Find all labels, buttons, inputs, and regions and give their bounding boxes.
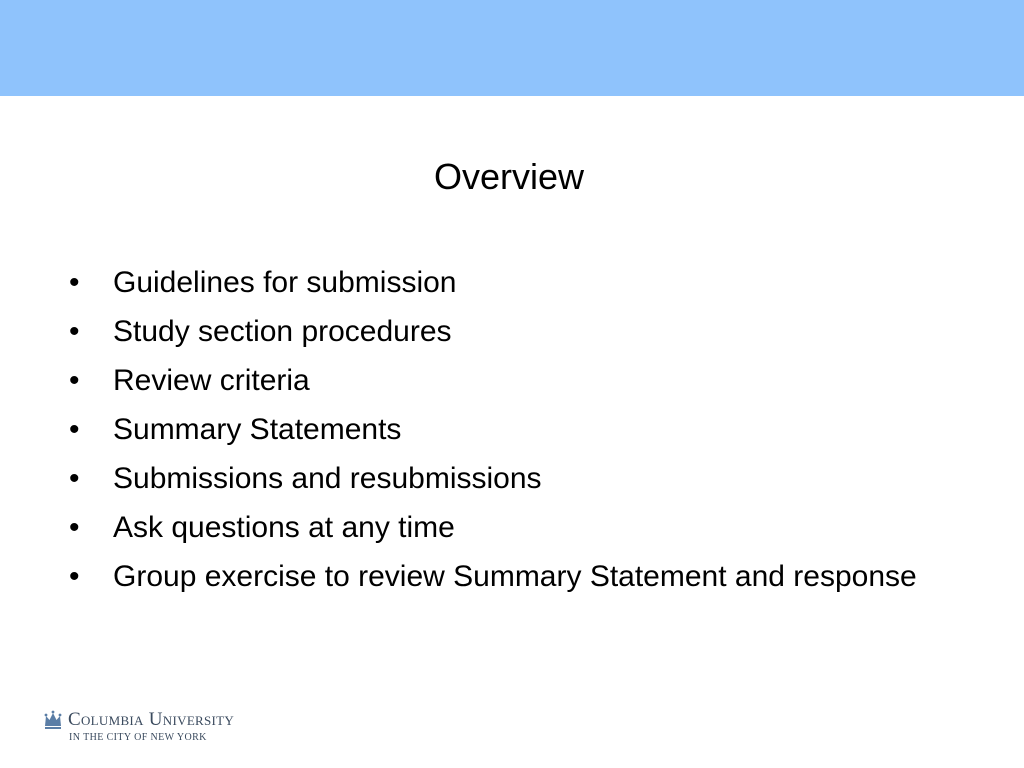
bullet-list <box>65 262 945 605</box>
bullet-text: Review criteria <box>113 364 310 397</box>
slide-title: Overview <box>433 156 585 197</box>
bullet-text: Summary Statements <box>113 413 402 446</box>
bullet-text: Ask questions at any time <box>113 511 455 544</box>
bullet-glyph: • <box>69 315 80 348</box>
list-item <box>65 458 945 499</box>
bullet-glyph: • <box>69 364 80 397</box>
bullet-text: Group exercise to review Summary Statement and response <box>113 560 917 593</box>
list-item <box>65 360 945 401</box>
list-item <box>65 409 945 450</box>
logo-name: Columbia University <box>68 709 235 730</box>
bullet-glyph: • <box>69 462 80 495</box>
logo-subtitle: IN THE CITY OF NEW YORK <box>69 732 207 743</box>
bullet-text: Study section procedures <box>113 315 452 348</box>
bullet-glyph: • <box>69 511 80 544</box>
list-item <box>65 556 945 597</box>
crown-icon <box>43 710 63 730</box>
bullet-glyph: • <box>69 413 80 446</box>
top-band <box>0 0 1024 96</box>
list-item <box>65 311 945 352</box>
bullet-glyph: • <box>69 266 80 299</box>
bullet-text: Submissions and resubmissions <box>113 462 542 495</box>
list-item <box>65 507 945 548</box>
columbia-logo <box>43 709 283 749</box>
bullet-glyph: • <box>69 560 80 593</box>
bullet-text: Guidelines for submission <box>113 266 457 299</box>
list-item <box>65 262 945 303</box>
